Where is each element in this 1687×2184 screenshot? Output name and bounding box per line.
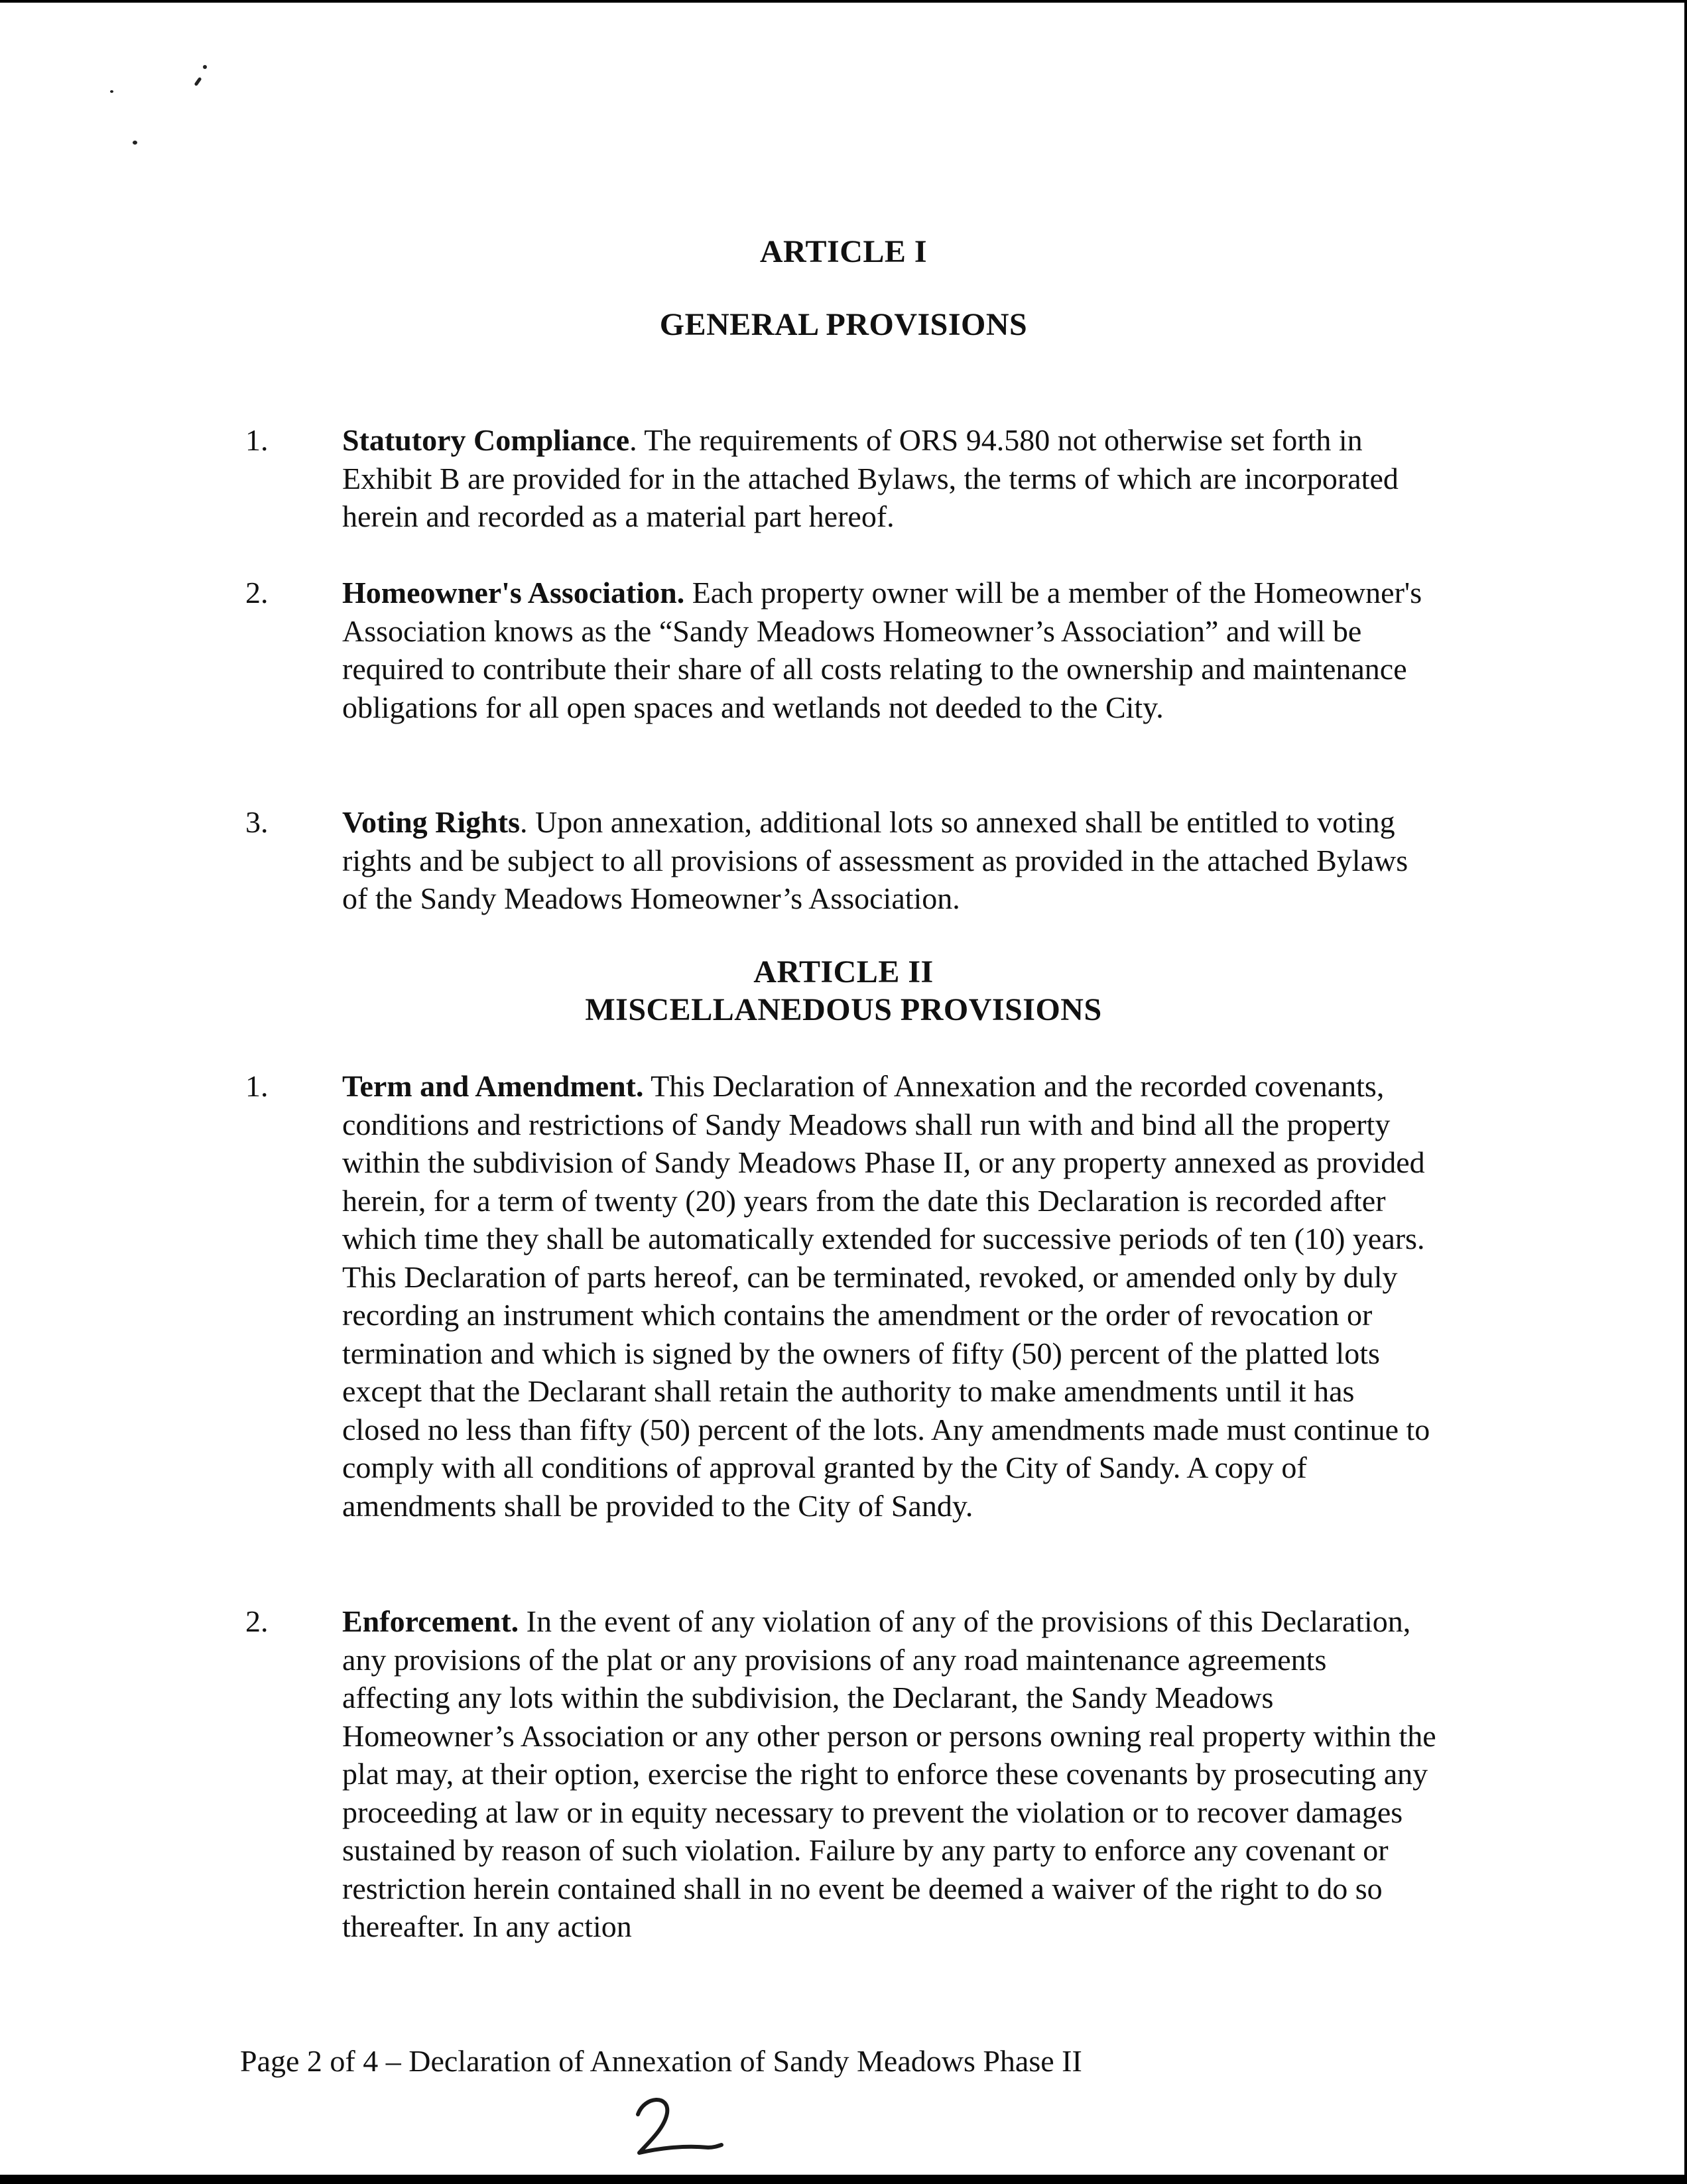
article-1-section-3: [231, 803, 1438, 918]
section-label: Statutory Compliance: [342, 423, 630, 457]
section-label: Enforcement.: [342, 1604, 519, 1638]
section-number: 2.: [245, 576, 269, 610]
section-body: [342, 574, 1436, 726]
section-number: 3.: [245, 805, 269, 839]
section-number: 1.: [245, 423, 269, 457]
section-text: Each property owner will be a member of the Homeowner's Association knows as the “Sandy Meadows Homeowner’s Association” and will be required to contribute their share of all costs relating to the ownership and maintenance obligations for all open spaces and wetlands not deeded to the City.: [342, 576, 1422, 724]
section-label: Voting Rights: [342, 805, 520, 839]
section-number: 1.: [245, 1069, 269, 1103]
handwritten-page-mark: [630, 2092, 729, 2165]
article-2-section-2: [231, 1602, 1438, 1946]
article-1-subtitle: GENERAL PROVISIONS: [659, 307, 1028, 342]
section-label: Homeowner's Association.: [342, 576, 685, 610]
section-body: [342, 421, 1436, 536]
scan-speck: [203, 65, 207, 69]
section-body: [342, 803, 1436, 918]
section-text: In the event of any violation of any of the provisions of this Declaration, any provisions of the plat or any provisions of any road maintenance agreements affecting any lots within the subdivision, the Declarant, the Sandy Meadows Homeowner’s Association or any other person or persons owning real property within the plat may, at their option, exercise the right to enforce these covenants by prosecuting any proceeding at law or in equity necessary to prevent the violation or to recover damages sustained by reason of such violation. Failure by any party to enforce any covenant or restriction herein contained shall in no event be deemed a waiver of the right to do so thereafter. In any action: [342, 1604, 1436, 1943]
article-2-subtitle: MISCELLANEDOUS PROVISIONS: [585, 992, 1102, 1027]
article-2-title: ARTICLE II: [753, 954, 934, 990]
article-1-section-2: [231, 574, 1438, 726]
section-text: This Declaration of Annexation and the recorded covenants, conditions and restrictions of Sandy Meadows shall run with and bind all the property within the subdivision of Sandy Meadows Phase II, or any property annexed as provided herein, for a term of twenty (20) years from the date this Declaration is recorded after which time they shall be automatically extended for successive periods of ten (10) years. This Declaration of parts hereof, can be terminated, revoked, or amended only by duly recording an instrument which contains the amendment or the order of revocation or termination and which is signed by the owners of fifty (50) percent of the platted lots except that the Declarant shall retain the authority to make amendments until it has closed no less than fifty (50) percent of the lots. Any amendments made must continue to comply with all conditions of approval granted by the City of Sandy. A copy of amendments shall be provided to the City of Sandy.: [342, 1069, 1430, 1523]
section-body: [342, 1067, 1436, 1525]
scan-speck: [194, 77, 202, 86]
article-2-section-1: [231, 1067, 1438, 1525]
page-footer: Page 2 of 4 – Declaration of Annexation of Sandy Meadows Phase II: [240, 2044, 1082, 2078]
section-body: [342, 1602, 1436, 1946]
section-label: Term and Amendment.: [342, 1069, 644, 1103]
article-1-title: ARTICLE I: [759, 234, 928, 269]
section-number: 2.: [245, 1604, 269, 1638]
scan-speck: [110, 90, 113, 93]
section-text: . The requirements of ORS 94.580 not otherwise set forth in Exhibit B are provided for in the attached Bylaws, the terms of which are incorporated herein and recorded as a material part hereof.: [342, 423, 1399, 533]
section-text: . Upon annexation, additional lots so annexed shall be entitled to voting rights and be subject to all provisions of assessment as provided in the attached Bylaws of the Sandy Meadows Homeowner’s Association.: [342, 805, 1408, 915]
article-1-section-1: [231, 421, 1438, 536]
scan-speck: [133, 141, 137, 145]
